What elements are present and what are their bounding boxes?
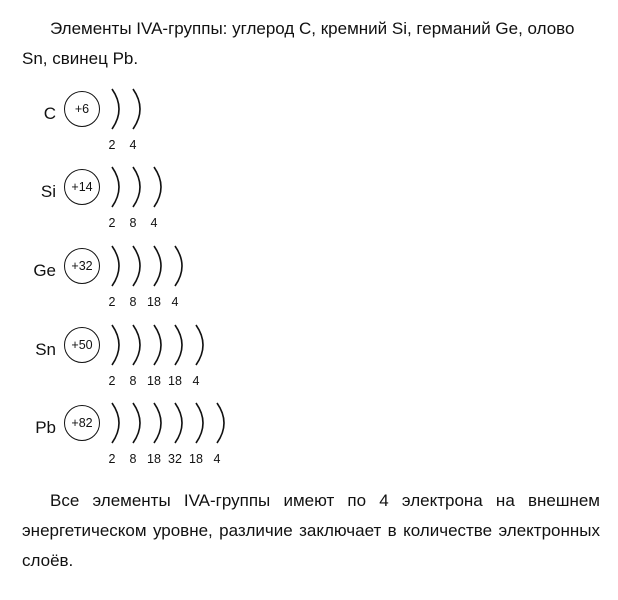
shell-electron-count: 2 bbox=[108, 216, 116, 230]
shell-electron-count: 4 bbox=[171, 295, 179, 309]
shell-electron-count: 2 bbox=[108, 138, 116, 152]
element-symbol: C bbox=[43, 104, 56, 123]
shell-electron-count: 4 bbox=[192, 374, 200, 388]
shell-electron-count: 18 bbox=[168, 374, 182, 388]
element-symbol: Sn bbox=[35, 340, 56, 359]
atom-row-si bbox=[0, 182, 618, 262]
electron-shells bbox=[0, 261, 618, 341]
shell-electron-count: 18 bbox=[147, 295, 161, 309]
nucleus-charge: +14 bbox=[64, 169, 100, 205]
shell-electron-count: 18 bbox=[147, 374, 161, 388]
shell-electron-count: 2 bbox=[108, 374, 116, 388]
nucleus-charge: +32 bbox=[64, 248, 100, 284]
shell-electron-count: 4 bbox=[213, 452, 221, 466]
element-symbol: Si bbox=[40, 182, 56, 201]
intro-paragraph: Элементы IVA-группы: углерод C, кремний Si, германий Ge, олово Sn, свинец Pb. bbox=[22, 19, 575, 68]
nucleus-charge: +50 bbox=[64, 327, 100, 363]
shell-electron-count: 4 bbox=[150, 216, 158, 230]
shell-electron-count: 8 bbox=[129, 295, 137, 309]
conclusion-paragraph: Все элементы IVA-группы имеют по 4 электрона на внешнем энергетическом уровне, различие заключает в количестве электронных слоёв. bbox=[22, 491, 600, 570]
electron-shells bbox=[0, 182, 618, 262]
shell-electron-count: 32 bbox=[168, 452, 182, 466]
element-symbol: Pb bbox=[35, 418, 56, 437]
shell-electron-count: 18 bbox=[147, 452, 161, 466]
shell-electron-count: 8 bbox=[129, 452, 137, 466]
shell-electron-count: 2 bbox=[108, 295, 116, 309]
shell-electron-count: 8 bbox=[129, 374, 137, 388]
shell-electron-count: 2 bbox=[108, 452, 116, 466]
atom-row-ge bbox=[0, 261, 618, 341]
shell-arc bbox=[133, 89, 140, 129]
nucleus-charge: +82 bbox=[64, 405, 100, 441]
shell-electron-count: 4 bbox=[129, 138, 137, 152]
shell-arc bbox=[112, 89, 119, 129]
nucleus-charge: +6 bbox=[64, 91, 100, 127]
element-symbol: Ge bbox=[33, 261, 56, 280]
shell-electron-count: 8 bbox=[129, 216, 137, 230]
shell-electron-count: 18 bbox=[189, 452, 203, 466]
